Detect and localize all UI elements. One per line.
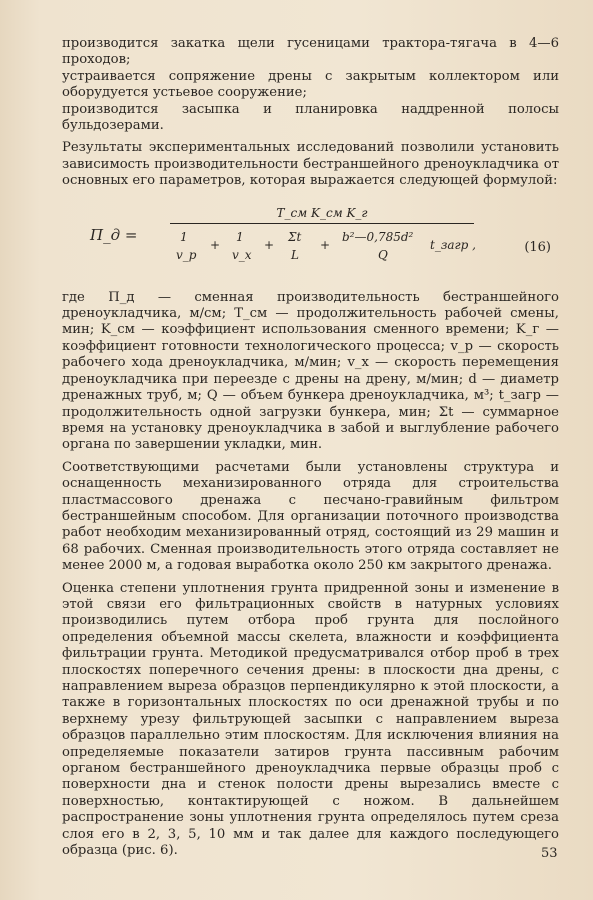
formula-numerator: T_см K_см K_г: [170, 206, 474, 224]
paragraph-assessment: Оценка степени уплотнения грунта придренной зоны и изменение в этой связи его фильтрационных свойств в натурных условиях производились путем отбора проб грунта для послойного определения объемной массы скелета, влажности и коэффициента фильтрации грунта. Методикой предусматривался отбор проб в трех плоскостях поперечного сечения дрены: в плоскости дна дрены, с направлением выреза образцов перпендикулярно к этой плоскости, а также в горизонтальных плоскостях по оси дренажной трубы и по верхнему урезу фильтрующей засыпки с направлением выреза образцов параллельно этим плоскостям. Для исключения влияния на определяемые показатели затиров грунта пассивным рабочим органом бестраншейного дреноукладчика первые образцы проб с поверхности дна и стенок полости дрены вырезались вместе с поверхностью, контактирующей с ножом. В дальнейшем распространение зоны уплотнения грунта определялось путем среза слоя его в 2, 3, 5, 10 мм и так далее для каждого последующего образца (рис. 6).: [62, 580, 559, 859]
equation-number: (16): [524, 239, 551, 255]
formula-denominator: [170, 224, 474, 274]
formula-lhs: П_д =: [90, 225, 138, 244]
term-4-den: Q: [378, 247, 388, 262]
term-3-den: L: [291, 247, 299, 262]
term-tail: t_загр ,: [430, 237, 476, 252]
plus-2: +: [264, 237, 275, 252]
page-number: 53: [541, 846, 558, 861]
formula-fraction: [170, 206, 474, 274]
paragraph-accordance: Соответствующими расчетами были установлены структура и оснащенность механизированного отряда для строительства пластмассового дренажа с песчано-гравийным фильтром бестраншейным способом. Для организации поточного производства работ необходим механизированный отряд, состоящий из 29 машин и 68 рабочих. Сменная производительность этого отряда составляет не менее 2000 м, а годовая выработка около 250 км закрытого дренажа.: [62, 459, 559, 574]
list-item-3: производится засыпка и планировка наддренной полосы бульдозерами.: [62, 101, 559, 134]
formula-16: [62, 200, 559, 284]
term-3-num: Σt: [288, 229, 302, 244]
list-item-1: производится закатка щели гусеницами трактора-тягача в 4—6 проходов;: [62, 36, 559, 68]
term-4-num: b²—0,785d²: [342, 229, 414, 244]
plus-3: +: [320, 237, 331, 252]
paragraph-where: где П_д — сменная производительность бестраншейного дреноукладчика, м/см; T_см — продолжительность рабочей смены, мин; K_см — коэффициент использования сменного времени; K_г — коэффициент готовности технологического процесса; v_р — скорость рабочего хода дреноукладчика, м/мин; v_x — скорость перемещения дреноукладчика при переезде с дрены на дрену, м/мин; d — диаметр дренажных труб, м; Q — объем бункера дреноукладчика, м³; t_загр — продолжительность одной загрузки бункера, мин; Σt — суммарное время на установку дреноукладчика в забой и выглубление рабочего органа по завершении укладки, мин.: [62, 289, 559, 453]
term-2-den: v_x: [232, 247, 252, 262]
paragraph-results: Результаты экспериментальных исследований позволили установить зависимость производительности бестраншейного дреноукладчика от основных его параметров, которая выражается следующей формулой:: [62, 140, 559, 189]
term-1-den: v_р: [176, 247, 197, 262]
list-item-2: устраивается сопряжение дрены с закрытым коллектором или оборудуется устьевое сооружение;: [62, 68, 559, 101]
plus-1: +: [210, 237, 221, 252]
term-2-num: 1: [236, 229, 244, 244]
term-1-num: 1: [180, 229, 188, 244]
